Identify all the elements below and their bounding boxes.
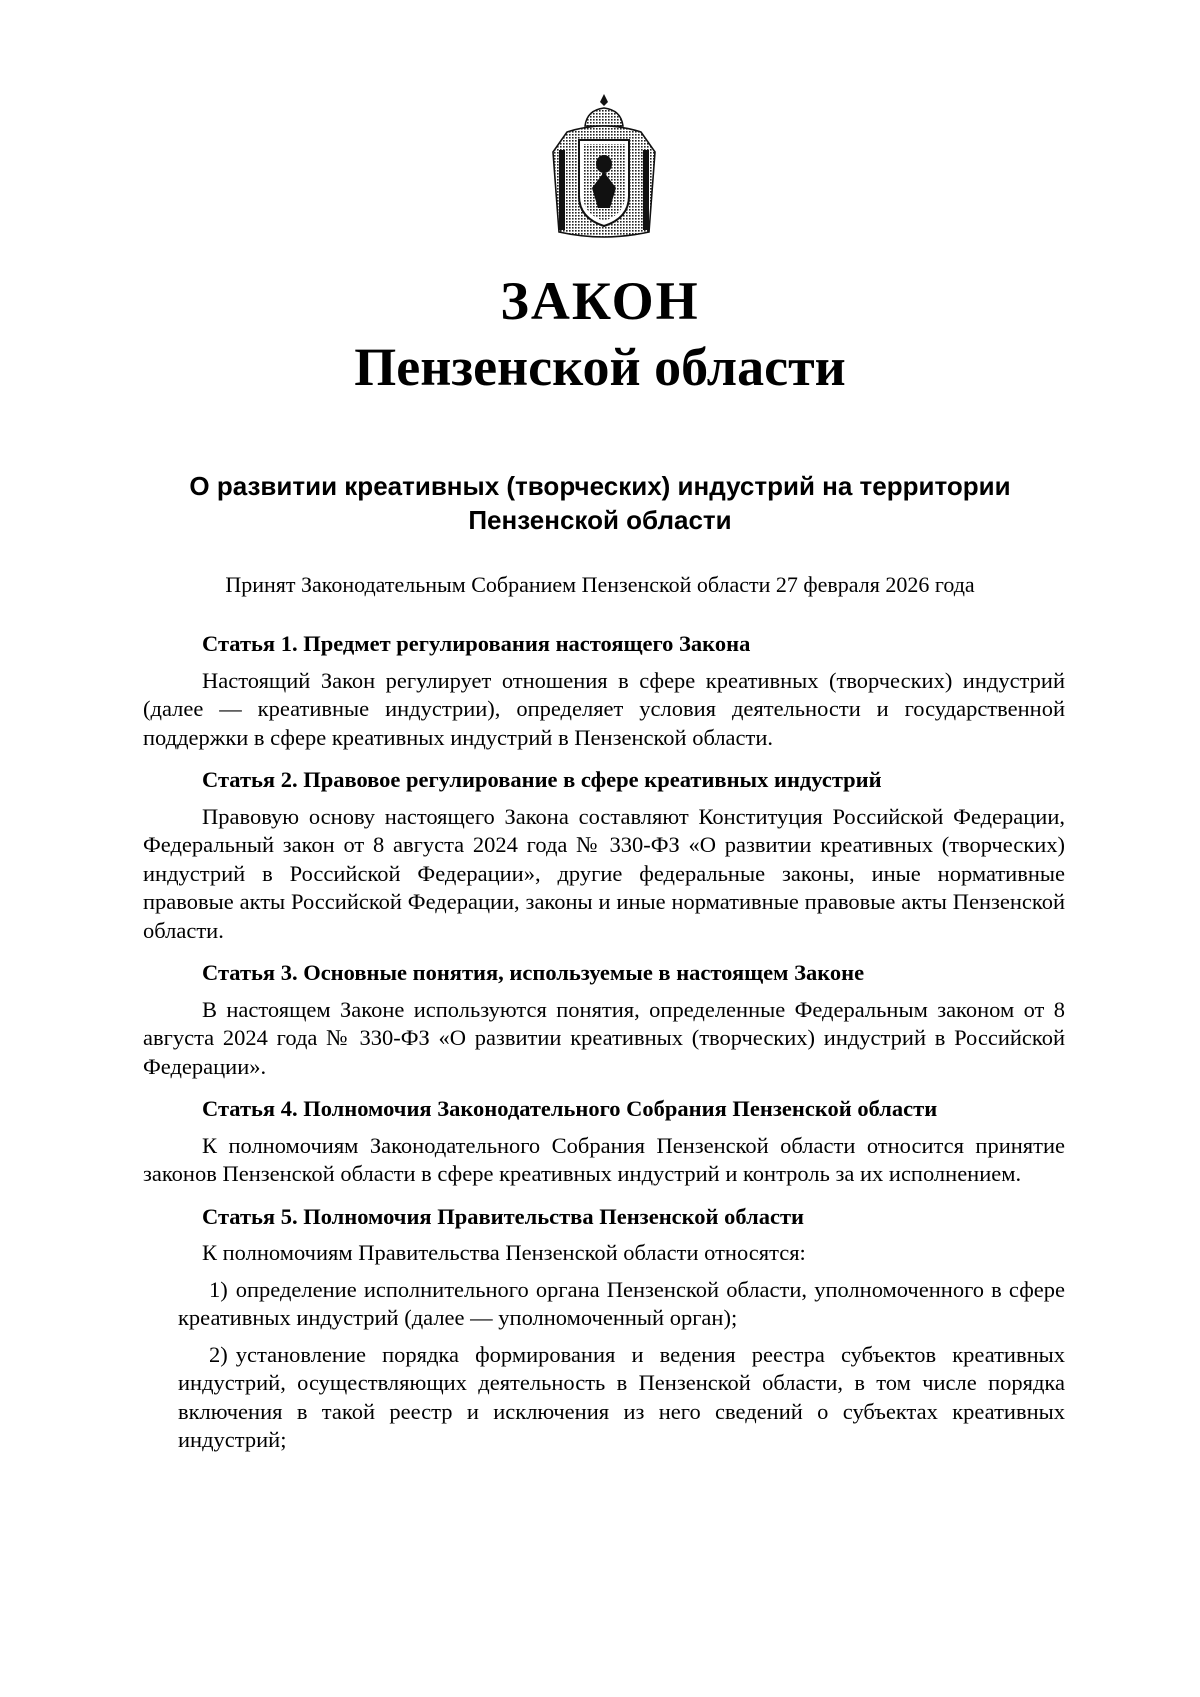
article-2-text: Правовую основу настоящего Закона составляют Конституция Российской Федерации, Федеральный закон от 8 августа 2024 года № 330-ФЗ «О развитии креативных (творческих) индустрий в Российской Федерации», другие федеральные законы, иные нормативные правовые акты Российской Федерации, законы и иные нормативные правовые акты Пензенской области. (143, 803, 1065, 943)
article-5-intro: К полномочиям Правительства Пензенской области относятся: (202, 1240, 806, 1265)
article-2-title: Статья 2. Правовое регулирование в сфере креативных индустрий (202, 767, 882, 792)
article-1-text: Настоящий Закон регулирует отношения в сфере креативных (творческих) индустрий (далее — креативные индустрии), определяет условия деятельности и государственной поддержки в сфере креативных индустрий в Пензенской области. (143, 667, 1065, 750)
article-1-title: Статья 1. Предмет регулирования настоящего Закона (202, 631, 751, 656)
article-3-text: В настоящем Законе используются понятия, определенные Федеральным законом от 8 августа 2024 года № 330-ФЗ «О развитии креативных (творческих) индустрий в Российской Федерации». (143, 996, 1065, 1079)
adoption-note: Принят Законодательным Собранием Пензенской области 27 февраля 2026 года (225, 572, 975, 597)
article-4-title: Статья 4. Полномочия Законодательного Собрания Пензенской области (202, 1096, 938, 1121)
article-3-title: Статья 3. Основные понятия, используемые в настоящем Законе (202, 960, 865, 985)
article-4-text: К полномочиям Законодательного Собрания Пензенской области относится принятие законов Пензенской области в сфере креативных индустрий и контроль за их исполнением. (143, 1132, 1065, 1186)
list-item-number: 2) (209, 1341, 228, 1367)
list-item-text: определение исполнительного органа Пензенской области, уполномоченного в сфере креативных индустрий (далее — уполномоченный орган); (178, 1276, 1065, 1330)
law-body (143, 630, 1065, 1463)
law-name-line-2: Пензенской области (468, 505, 732, 535)
article-5-title: Статья 5. Полномочия Правительства Пензенской области (202, 1203, 804, 1229)
list-item-text: установление порядка формирования и ведения реестра субъектов креативных индустрий, осуществляющих деятельность в Пензенской области, в том числе порядка включения в такой реестр и исключения из него сведений о субъектах креативных индустрий; (178, 1341, 1065, 1452)
penza-region-coat-of-arms-icon (545, 92, 663, 244)
law-name-heading (130, 469, 1070, 537)
law-region-title: Пензенской области (354, 337, 846, 397)
article-5-item-2 (178, 1341, 1065, 1455)
law-title: ЗАКОН (500, 271, 700, 331)
law-name-line-1: О развитии креативных (творческих) индустрий на территории (189, 471, 1011, 501)
list-item-number: 1) (209, 1276, 228, 1302)
article-5-item-1 (178, 1276, 1065, 1333)
